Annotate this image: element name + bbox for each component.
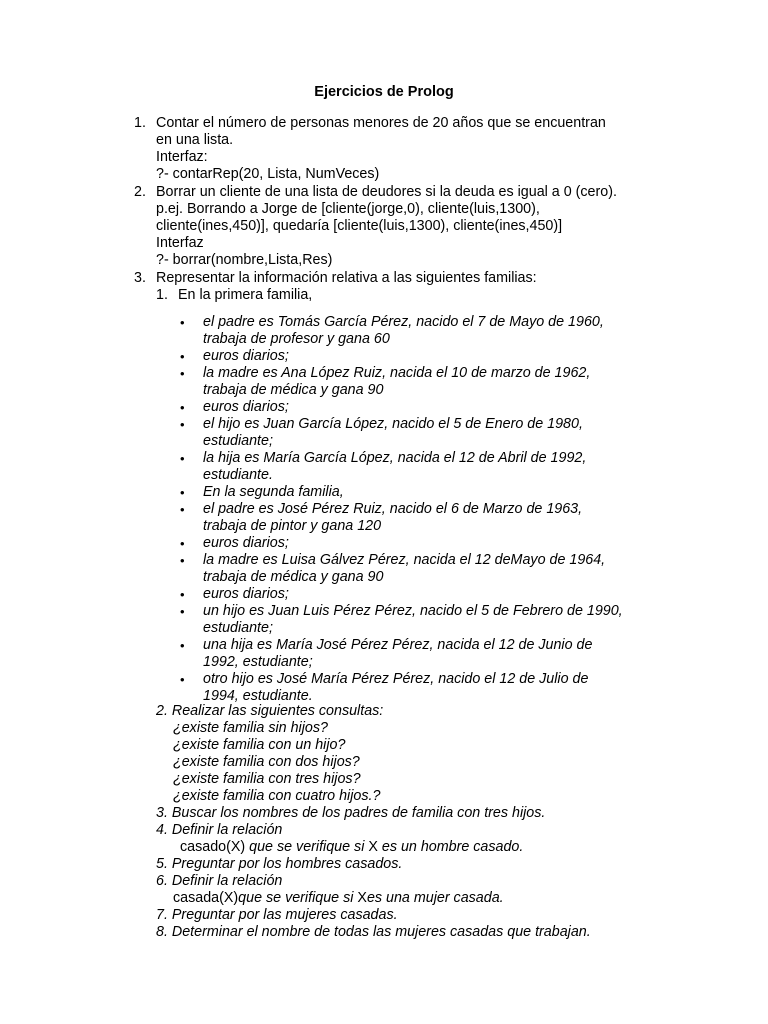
bullet-item-13-line-1: una hija es María José Pérez Pérez, nacida el 12 de Junio de xyxy=(203,637,593,653)
item-3-line-1: Representar la información relativa a las siguientes familias: xyxy=(156,270,537,286)
sub-item-5: 5. Preguntar por los hombres casados. xyxy=(156,856,403,872)
bullet-item-7-line-1: En la segunda familia, xyxy=(203,484,344,500)
bullet-marker: • xyxy=(180,366,185,381)
bullet-marker: • xyxy=(180,400,185,415)
sub-item-7: 7. Preguntar por las mujeres casadas. xyxy=(156,907,398,923)
sub-item-6-definition xyxy=(173,890,504,907)
bullet-item-13-line-2: 1992, estudiante; xyxy=(203,654,313,670)
bullet-item-8-line-1: el padre es José Pérez Ruiz, nacido el 6 de Marzo de 1963, xyxy=(203,501,583,517)
bullet-marker: • xyxy=(180,604,185,619)
bullet-item-6-line-1: la hija es María García López, nacida el 12 de Abril de 1992, xyxy=(203,450,587,466)
bullet-marker: • xyxy=(180,587,185,602)
bullet-item-14-line-1: otro hijo es José María Pérez Pérez, nacido el 12 de Julio de xyxy=(203,671,589,687)
item-3-sub-1-text: En la primera familia, xyxy=(178,287,313,303)
sub-item-6-text-a: que se verifique si xyxy=(238,890,358,906)
bullet-item-9-line-1: euros diarios; xyxy=(203,535,289,551)
item-1-number: 1. xyxy=(134,115,146,131)
sub-item-4-text-b: es un hombre casado. xyxy=(377,839,524,855)
item-2-line-2: p.ej. Borrando a Jorge de [cliente(jorge,0), cliente(luis,1300), xyxy=(156,201,540,217)
sub-item-6-text-b: es una mujer casada. xyxy=(366,890,504,906)
bullet-item-14-line-2: 1994, estudiante. xyxy=(203,688,313,704)
item-2-line-3: cliente(ines,450)], quedaría [cliente(luis,1300), cliente(ines,450)] xyxy=(156,218,563,234)
bullet-item-12-line-1: un hijo es Juan Luis Pérez Pérez, nacido el 5 de Febrero de 1990, xyxy=(203,603,623,619)
casado-predicate: casado(X) xyxy=(180,839,246,855)
sub-item-6: 6. Definir la relación xyxy=(156,873,283,889)
query-4: ¿existe familia con tres hijos? xyxy=(173,771,361,787)
item-1-line-4: ?- contarRep(20, Lista, NumVeces) xyxy=(156,166,380,182)
item-2-number: 2. xyxy=(134,184,146,200)
bullet-item-1-line-1: el padre es Tomás García Pérez, nacido el 7 de Mayo de 1960, xyxy=(203,314,604,330)
bullet-item-5-line-2: estudiante; xyxy=(203,433,273,449)
query-1: ¿existe familia sin hijos? xyxy=(173,720,328,736)
bullet-item-10-line-2: trabaja de médica y gana 90 xyxy=(203,569,384,585)
bullet-marker: • xyxy=(180,502,185,517)
item-1-line-1: Contar el número de personas menores de 20 años que se encuentran xyxy=(156,115,606,131)
bullet-item-5-line-1: el hijo es Juan García López, nacido el 5 de Enero de 1980, xyxy=(203,416,583,432)
page-title: Ejercicios de Prolog xyxy=(314,84,454,100)
bullet-item-2-line-1: euros diarios; xyxy=(203,348,289,364)
bullet-marker: • xyxy=(180,672,185,687)
bullet-marker: • xyxy=(180,451,185,466)
casada-predicate: casada(X) xyxy=(173,890,239,906)
item-1-line-2: en una lista. xyxy=(156,132,234,148)
item-3-number: 3. xyxy=(134,270,146,286)
query-2: ¿existe familia con un hijo? xyxy=(173,737,346,753)
sub-item-3: 3. Buscar los nombres de los padres de familia con tres hijos. xyxy=(156,805,546,821)
bullet-marker: • xyxy=(180,349,185,364)
item-1-line-3: Interfaz: xyxy=(156,149,208,165)
item-2-line-4: Interfaz xyxy=(156,235,204,251)
bullet-item-8-line-2: trabaja de pintor y gana 120 xyxy=(203,518,382,534)
bullet-marker: • xyxy=(180,315,185,330)
item-2-line-5: ?- borrar(nombre,Lista,Res) xyxy=(156,252,333,268)
bullet-marker: • xyxy=(180,417,185,432)
item-3-sub-1-number: 1. xyxy=(156,287,168,303)
sub-item-8: 8. Determinar el nombre de todas las mujeres casadas que trabajan. xyxy=(156,924,591,940)
sub-item-6-variable: X xyxy=(357,890,367,906)
sub-item-4: 4. Definir la relación xyxy=(156,822,283,838)
bullet-item-11-line-1: euros diarios; xyxy=(203,586,289,602)
bullet-marker: • xyxy=(180,553,185,568)
bullet-item-3-line-1: la madre es Ana López Ruiz, nacida el 10 de marzo de 1962, xyxy=(203,365,591,381)
bullet-marker: • xyxy=(180,638,185,653)
sub-item-4-text-a: que se verifique si xyxy=(245,839,369,855)
bullet-item-12-line-2: estudiante; xyxy=(203,620,273,636)
sub-item-4-definition xyxy=(180,839,523,856)
bullet-item-1-line-2: trabaja de profesor y gana 60 xyxy=(203,331,390,347)
query-3: ¿existe familia con dos hijos? xyxy=(173,754,360,770)
bullet-item-6-line-2: estudiante. xyxy=(203,467,273,483)
bullet-item-4-line-1: euros diarios; xyxy=(203,399,289,415)
sub-item-4-variable: X xyxy=(368,839,378,855)
bullet-item-3-line-2: trabaja de médica y gana 90 xyxy=(203,382,384,398)
bullet-marker: • xyxy=(180,536,185,551)
query-5: ¿existe familia con cuatro hijos.? xyxy=(173,788,381,804)
sub-item-2: 2. Realizar las siguientes consultas: xyxy=(156,703,384,719)
bullet-marker: • xyxy=(180,485,185,500)
bullet-item-10-line-1: la madre es Luisa Gálvez Pérez, nacida el 12 deMayo de 1964, xyxy=(203,552,606,568)
item-2-line-1: Borrar un cliente de una lista de deudores si la deuda es igual a 0 (cero). xyxy=(156,184,617,200)
